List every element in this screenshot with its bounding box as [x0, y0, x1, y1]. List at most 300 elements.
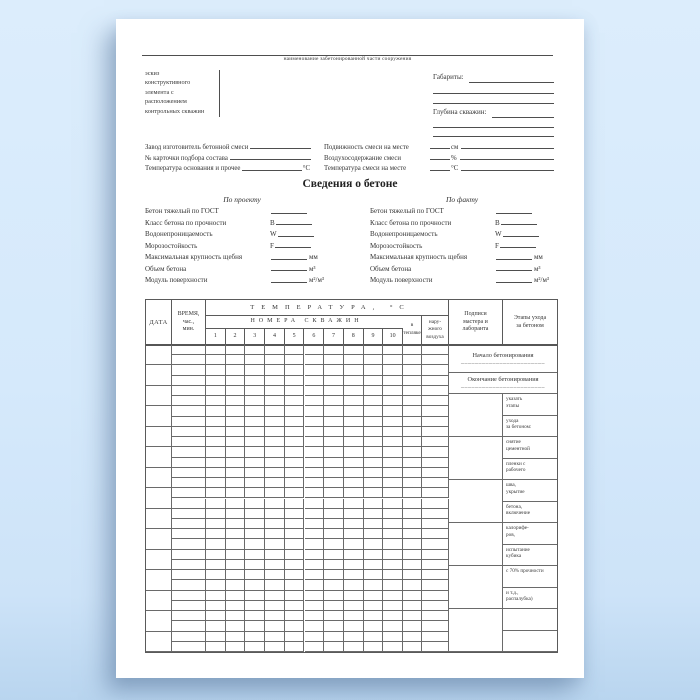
well-temp-cell — [383, 396, 403, 406]
stage-note-line-1: пленки с — [506, 460, 526, 467]
well-temp-cell — [364, 458, 384, 468]
spec-fill-line — [500, 246, 536, 248]
well-temp-cell — [265, 396, 285, 406]
concreting-start-fill-line: ________________________ — [461, 358, 545, 365]
well-temp-cell — [226, 417, 246, 427]
time-cell — [172, 376, 206, 386]
well-temp-cell — [324, 621, 344, 631]
well-temp-cell — [324, 406, 344, 416]
spec-value-prefix: В — [270, 218, 275, 227]
outdoor-temp-cell — [422, 570, 449, 580]
outdoor-temp-cell — [422, 632, 449, 642]
well-temp-cell — [245, 488, 265, 498]
well-temp-cell — [305, 406, 325, 416]
well-temp-cell — [383, 437, 403, 447]
spec-value-prefix: F — [495, 241, 499, 250]
well-temp-cell — [206, 560, 226, 570]
mix-row-left — [145, 144, 311, 151]
mix-right-fill-line-long — [461, 169, 554, 171]
outdoor-temp-cell — [422, 437, 449, 447]
well-temp-cell — [383, 529, 403, 539]
structure-name-caption: наименование забетонированной части сооружения — [283, 56, 412, 62]
well-temp-cell — [383, 345, 403, 355]
stage-note-line-1: калорифе- — [506, 525, 529, 531]
time-cell — [172, 560, 206, 570]
spec-row-1 — [145, 204, 345, 215]
well-temp-cell — [245, 509, 265, 519]
well-temp-cell — [206, 427, 226, 437]
well-temp-cell — [324, 386, 344, 396]
well-temp-cell — [265, 591, 285, 601]
well-temp-cell — [245, 406, 265, 416]
well-temp-cell — [265, 519, 285, 529]
well-temp-cell — [226, 499, 246, 509]
paper-form — [116, 19, 584, 678]
well-temp-cell — [305, 427, 325, 437]
mix-left-fill-line — [230, 158, 311, 160]
spec-label: Максимальная крупность щебня — [370, 253, 468, 262]
well-temp-cell — [383, 601, 403, 611]
well-temp-cell — [285, 447, 305, 457]
well-temp-cell — [324, 478, 344, 488]
time-cell — [172, 550, 206, 560]
sketch-note-line-5: контрольных скважин — [145, 107, 205, 115]
well-temp-cell — [305, 550, 325, 560]
well-temp-cell — [344, 447, 364, 457]
well-temp-cell — [265, 406, 285, 416]
well-number-header-7: 7 — [324, 328, 344, 345]
spec-row-3 — [145, 227, 345, 238]
spec-row-5 — [145, 250, 345, 261]
stage-note-cell — [503, 437, 557, 459]
outdoor-temp-cell — [422, 560, 449, 570]
well-temp-cell — [206, 621, 226, 631]
well-temp-cell — [285, 355, 305, 365]
well-temp-cell — [226, 427, 246, 437]
greenhouse-temp-cell — [403, 529, 422, 539]
stage-note-line-2: распалубка) — [506, 596, 533, 603]
well-temp-cell — [383, 417, 403, 427]
well-temp-cell — [305, 611, 325, 621]
greenhouse-temp-cell — [403, 580, 422, 590]
sketch-note-line-2: конструктивного — [145, 79, 191, 87]
time-cell — [172, 499, 206, 509]
well-temp-cell — [364, 642, 384, 652]
well-temp-cell — [364, 447, 384, 457]
well-temp-cell — [206, 417, 226, 427]
spec-label: Водонепроницаемость — [370, 230, 438, 239]
well-temp-cell — [305, 499, 325, 509]
well-temp-cell — [206, 591, 226, 601]
outdoor-temp-cell — [422, 580, 449, 590]
well-temp-cell — [226, 560, 246, 570]
well-number-header-1: 1 — [206, 328, 226, 345]
well-temp-cell — [324, 611, 344, 621]
well-temp-cell — [344, 376, 364, 386]
greenhouse-temp-cell — [403, 621, 422, 631]
stages-header-line-2: за бетоном — [516, 322, 544, 329]
well-temp-cell — [245, 539, 265, 549]
well-temp-cell — [245, 570, 265, 580]
spec-fill-line — [501, 223, 537, 225]
well-temp-cell — [324, 458, 344, 468]
signatures-header-line-2: мастера и — [463, 318, 488, 325]
well-temp-cell — [305, 355, 325, 365]
well-temp-cell — [305, 488, 325, 498]
well-temp-cell — [206, 468, 226, 478]
well-temp-cell — [245, 396, 265, 406]
well-temp-cell — [344, 488, 364, 498]
well-temp-cell — [226, 468, 246, 478]
well-temp-cell — [285, 509, 305, 519]
time-cell — [172, 488, 206, 498]
well-temp-cell — [324, 427, 344, 437]
well-temp-cell — [245, 437, 265, 447]
signature-cell — [449, 394, 503, 437]
outdoor-temp-cell — [422, 499, 449, 509]
well-temp-cell — [324, 539, 344, 549]
spec-fill-line — [271, 269, 307, 271]
well-temp-cell — [245, 632, 265, 642]
spec-value-suffix: м²/м³ — [534, 276, 550, 285]
outdoor-temp-cell — [422, 601, 449, 611]
well-temp-cell — [344, 632, 364, 642]
spec-value-suffix: мм — [534, 253, 543, 262]
stage-note-cell — [503, 416, 557, 438]
outdoor-temp-cell — [422, 468, 449, 478]
well-temp-cell — [206, 550, 226, 560]
concreting-end-label: Окончание бетонирования — [467, 376, 539, 383]
stage-note-cell — [503, 566, 557, 588]
well-temp-cell — [285, 570, 305, 580]
well-temp-cell — [226, 539, 246, 549]
outdoor-temp-cell — [422, 365, 449, 375]
well-temp-cell — [245, 447, 265, 457]
well-temp-cell — [245, 529, 265, 539]
well-temp-cell — [285, 365, 305, 375]
well-temp-cell — [364, 611, 384, 621]
well-temp-cell — [285, 499, 305, 509]
well-temp-cell — [206, 488, 226, 498]
well-temp-cell — [324, 642, 344, 652]
spec-label: Морозостойкость — [145, 241, 198, 250]
well-temp-cell — [344, 601, 364, 611]
mix-right-label: Воздухосодержание смеси — [324, 154, 402, 162]
well-temp-cell — [285, 591, 305, 601]
well-temp-cell — [285, 386, 305, 396]
time-cell — [172, 509, 206, 519]
well-temp-cell — [265, 509, 285, 519]
greenhouse-temp-cell — [403, 396, 422, 406]
well-temp-cell — [285, 560, 305, 570]
spec-fill-line — [271, 212, 307, 214]
well-numbers-group-header: НОМЕРА СКВАЖИН — [250, 317, 363, 324]
well-temp-cell — [285, 632, 305, 642]
well-temp-cell — [324, 591, 344, 601]
well-temp-cell — [265, 345, 285, 355]
well-temp-cell — [206, 509, 226, 519]
time-cell — [172, 621, 206, 631]
time-cell — [172, 355, 206, 365]
well-temp-cell — [364, 560, 384, 570]
time-cell — [172, 365, 206, 375]
well-temp-cell — [324, 417, 344, 427]
well-temp-cell — [324, 488, 344, 498]
time-cell — [172, 468, 206, 478]
depth-line-3 — [433, 136, 554, 137]
well-temp-cell — [245, 417, 265, 427]
well-temp-cell — [383, 550, 403, 560]
mix-right-label: Подвижность смеси на месте — [324, 143, 409, 151]
time-cell — [172, 417, 206, 427]
well-temp-cell — [206, 642, 226, 652]
stage-note-line-2: ров, — [506, 531, 515, 538]
well-temp-cell — [226, 580, 246, 590]
well-temp-cell — [245, 499, 265, 509]
well-temp-cell — [285, 437, 305, 447]
spec-fill-line — [496, 269, 532, 271]
well-temp-cell — [206, 580, 226, 590]
mix-right-fill-line-long — [460, 158, 554, 160]
dimensions-line-1 — [469, 82, 554, 83]
concreting-start-cell — [449, 345, 557, 373]
care-stages-column-header — [503, 300, 557, 345]
spec-value-suffix: м³ — [309, 264, 316, 273]
mix-row-right — [324, 165, 554, 172]
date-cell — [146, 529, 172, 549]
well-temp-cell — [364, 396, 384, 406]
mix-row-right — [324, 144, 554, 151]
well-temp-cell — [305, 509, 325, 519]
well-temp-cell — [305, 529, 325, 539]
concreting-end-fill-line: ________________________ — [461, 383, 545, 389]
stage-note-line-2: цементной — [506, 445, 530, 452]
well-temp-cell — [344, 529, 364, 539]
well-temp-cell — [206, 570, 226, 580]
well-temp-cell — [206, 447, 226, 457]
well-temp-cell — [383, 427, 403, 437]
stage-note-line-1: и т.д., — [506, 589, 519, 596]
well-temp-cell — [226, 488, 246, 498]
well-temp-cell — [324, 396, 344, 406]
well-temp-cell — [324, 560, 344, 570]
well-temp-cell — [364, 478, 384, 488]
greenhouse-temp-cell — [403, 488, 422, 498]
well-temp-cell — [206, 355, 226, 365]
well-temp-cell — [344, 570, 364, 580]
well-temp-cell — [226, 386, 246, 396]
greenhouse-temp-cell — [403, 642, 422, 652]
well-temp-cell — [324, 468, 344, 478]
mix-right-fill-line-long — [461, 147, 554, 149]
spec-label: Морозостойкость — [370, 241, 423, 250]
spec-label: Водонепроницаемость — [145, 230, 213, 239]
well-temp-cell — [245, 621, 265, 631]
well-temp-cell — [285, 478, 305, 488]
well-temp-cell — [344, 345, 364, 355]
time-cell — [172, 601, 206, 611]
well-temp-cell — [344, 355, 364, 365]
well-temp-cell — [344, 509, 364, 519]
greenhouse-temp-cell — [403, 427, 422, 437]
depth-line-1 — [492, 117, 554, 118]
outdoor-temp-cell — [422, 406, 449, 416]
well-temp-cell — [344, 478, 364, 488]
date-cell — [146, 591, 172, 611]
well-temp-cell — [226, 478, 246, 488]
well-temp-cell — [285, 376, 305, 386]
well-temp-cell — [364, 345, 384, 355]
well-temp-cell — [285, 580, 305, 590]
mix-row-3 — [145, 162, 554, 173]
outdoor-temp-cell — [422, 458, 449, 468]
well-temp-cell — [364, 621, 384, 631]
well-temp-cell — [364, 601, 384, 611]
mix-left-label: Завод изготовитель бетонной смеси — [145, 143, 249, 151]
outdoor-temp-cell — [422, 591, 449, 601]
well-temp-cell — [305, 468, 325, 478]
mix-right-fill-line-short — [430, 147, 450, 149]
outdoor-temp-cell — [422, 478, 449, 488]
well-temp-cell — [364, 406, 384, 416]
well-temp-cell — [305, 417, 325, 427]
well-temp-cell — [206, 437, 226, 447]
stage-note-cell — [503, 394, 557, 416]
well-temp-cell — [364, 580, 384, 590]
well-temp-cell — [245, 365, 265, 375]
stage-note-cell — [503, 609, 557, 631]
well-temp-cell — [265, 642, 285, 652]
greenhouse-temp-cell — [403, 509, 422, 519]
stage-note-cell — [503, 480, 557, 502]
mix-row-left — [145, 165, 311, 172]
well-temp-cell — [265, 570, 285, 580]
date-cell — [146, 468, 172, 488]
mix-left-fill-line — [250, 147, 311, 149]
well-temp-cell — [305, 458, 325, 468]
stage-note-line-1: снятие — [506, 439, 521, 445]
well-temp-cell — [364, 437, 384, 447]
spec-value-prefix: W — [270, 230, 277, 239]
well-temp-cell — [383, 632, 403, 642]
greenhouse-temp-cell — [403, 499, 422, 509]
spec-row-4 — [145, 238, 345, 249]
well-temp-cell — [305, 345, 325, 355]
stage-note-line-2: рабочего — [506, 467, 526, 474]
well-temp-cell — [344, 406, 364, 416]
well-temp-cell — [265, 365, 285, 375]
outdoor-temp-cell — [422, 417, 449, 427]
time-cell — [172, 447, 206, 457]
spec-value-suffix: м²/м³ — [309, 276, 325, 285]
well-temp-cell — [226, 345, 246, 355]
well-number-header-9: 9 — [364, 328, 384, 345]
well-temp-cell — [265, 488, 285, 498]
outdoor-temp-cell — [422, 611, 449, 621]
well-temp-cell — [265, 611, 285, 621]
time-header-line-3: мин. — [182, 326, 195, 333]
stage-note-cell — [503, 588, 557, 610]
time-column-header — [172, 300, 206, 345]
spec-value-prefix: F — [270, 241, 274, 250]
well-temp-cell — [245, 560, 265, 570]
concreting-start-label: Начало бетонирования — [472, 351, 534, 359]
spec-fill-line — [496, 258, 532, 260]
well-number-header-3: 3 — [245, 328, 265, 345]
well-temp-cell — [265, 560, 285, 570]
spec-value-suffix: м³ — [534, 264, 541, 273]
header-rule-1 — [206, 315, 449, 316]
time-cell — [172, 570, 206, 580]
well-temp-cell — [206, 345, 226, 355]
date-cell — [146, 550, 172, 570]
well-temp-cell — [344, 396, 364, 406]
stage-note-line-2: кубика — [506, 553, 522, 560]
date-cell — [146, 632, 172, 652]
well-temp-cell — [206, 499, 226, 509]
well-temp-cell — [226, 570, 246, 580]
well-temp-cell — [383, 468, 403, 478]
spec-row-1 — [370, 204, 570, 215]
signature-cell — [449, 523, 503, 566]
stage-note-line-1: шва, — [506, 482, 516, 488]
stage-note-line-1: бетона, — [506, 503, 523, 510]
spec-fill-line — [271, 258, 307, 260]
well-temp-cell — [265, 437, 285, 447]
spec-fill-line — [496, 212, 532, 214]
well-temp-cell — [265, 427, 285, 437]
well-temp-cell — [383, 499, 403, 509]
well-temp-cell — [305, 539, 325, 549]
spec-value-prefix: W — [495, 230, 502, 239]
well-temp-cell — [364, 386, 384, 396]
well-temp-cell — [344, 386, 364, 396]
greenhouse-temp-cell — [403, 632, 422, 642]
outdoor-header-line-2: жного — [428, 326, 442, 333]
spec-fill-line — [278, 235, 314, 237]
well-number-header-4: 4 — [265, 328, 285, 345]
time-cell — [172, 539, 206, 549]
outdoor-temp-cell — [422, 509, 449, 519]
well-temp-cell — [265, 529, 285, 539]
spec-row-4 — [370, 238, 570, 249]
time-cell — [172, 519, 206, 529]
well-temp-cell — [285, 539, 305, 549]
date-cell — [146, 488, 172, 508]
well-temp-cell — [364, 499, 384, 509]
greenhouse-temp-cell — [403, 376, 422, 386]
well-temp-cell — [324, 580, 344, 590]
well-temp-cell — [265, 601, 285, 611]
well-temp-cell — [324, 570, 344, 580]
well-temp-cell — [383, 365, 403, 375]
well-temp-cell — [305, 437, 325, 447]
well-temp-cell — [245, 468, 265, 478]
well-temp-cell — [206, 406, 226, 416]
well-temp-cell — [226, 406, 246, 416]
well-temp-cell — [383, 376, 403, 386]
date-cell — [146, 406, 172, 426]
well-temp-cell — [383, 642, 403, 652]
well-temp-cell — [206, 529, 226, 539]
well-temp-cell — [265, 478, 285, 488]
well-temp-cell — [344, 611, 364, 621]
well-temp-cell — [383, 519, 403, 529]
spec-label: Максимальная крупность щебня — [145, 253, 243, 262]
well-temp-cell — [226, 601, 246, 611]
well-temp-cell — [344, 437, 364, 447]
well-temp-cell — [305, 580, 325, 590]
